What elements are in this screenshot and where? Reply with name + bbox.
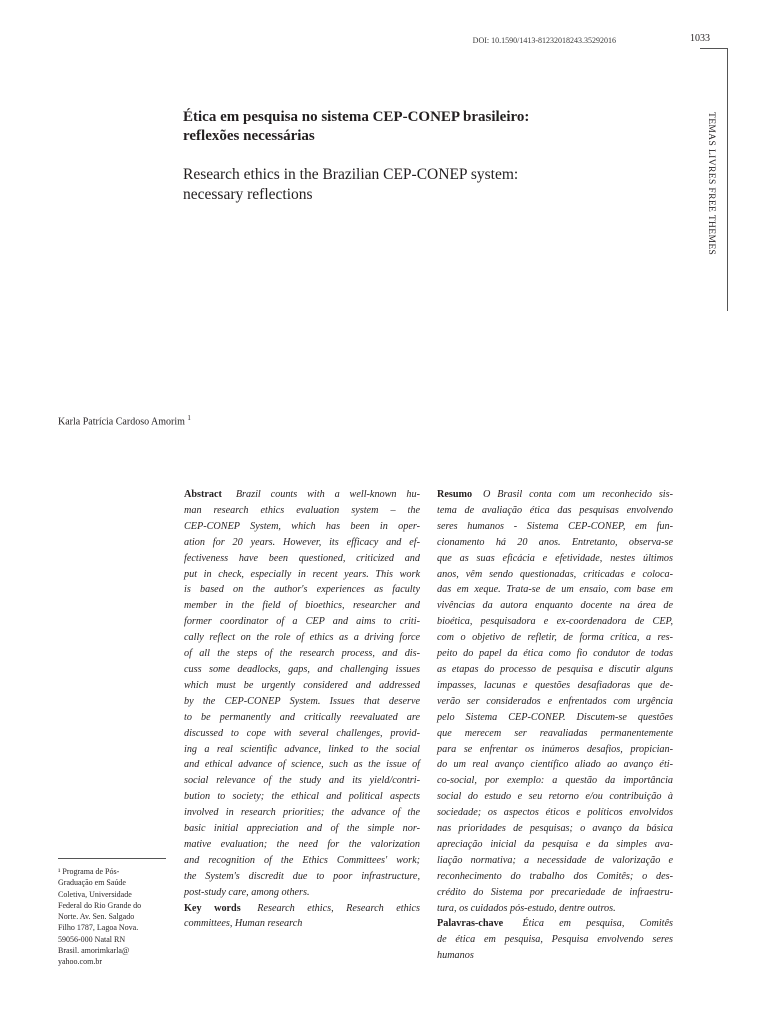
resumo-line: que merecem ser reavaliadas permanentemente — [437, 727, 673, 739]
abstract-line: involved in research priorities; the advance of the — [184, 807, 420, 819]
title-en-line: necessary reflections — [183, 186, 313, 203]
title-english — [183, 165, 603, 205]
resumo-keywords-line: de ética em pesquisa, Pesquisa envolvendo seres — [437, 934, 673, 946]
page-number: 1033 — [690, 33, 710, 44]
resumo-line: Resumo O Brasil conta com um reconhecido sis- — [437, 489, 673, 500]
abstract-line: of all the steps of the research process, and dis- — [184, 648, 420, 660]
resumo-line: pelo Sistema CEP-CONEP. Discutem-se questões — [437, 711, 673, 723]
abstract-line: mative evaluation; the need for the valorization — [184, 838, 420, 850]
resumo-line: tema de avaliação ética das pesquisas envolvendo — [437, 504, 673, 516]
doi: DOI: 10.1590/1413-81232018243.35292016 — [472, 36, 616, 45]
footnote-line: yahoo.com.br — [58, 957, 102, 967]
resumo-line: liação normativa; a necessidade de valorização e — [437, 854, 673, 866]
palavras-chave-label: Palavras-chave — [437, 918, 504, 930]
resumo-line: com o objetivo de refletir, de forma crítica, a res- — [437, 632, 673, 644]
footnote-line: Graduação em Saúde — [58, 878, 126, 888]
resumo-line: verão ser considerados e enfrentados com urgência — [437, 695, 673, 707]
resumo-line: impasses, lacunas e questões desafiadoras que de- — [437, 679, 673, 691]
resumo-line: apreciação inicial da pesquisa e da simples ava- — [437, 838, 673, 850]
abstract-keywords-line: Key words Research ethics, Research ethics — [184, 902, 420, 914]
abstract-keywords-line: committees, Human research — [184, 918, 303, 930]
abstract-line: cally reflect on the role of ethics as a driving force — [184, 632, 420, 644]
keywords-label: Key words — [184, 902, 241, 914]
resumo-line: nas prioridades de pesquisas; o avanço da básica — [437, 823, 673, 835]
tab-top-rule — [700, 48, 728, 49]
resumo-line: do um real avanço científico aliado ao avanço éti- — [437, 759, 673, 771]
abstract-line: basic initial appreciation and of the simple nor- — [184, 823, 420, 835]
abstract-line: by the CEP-CONEP System. Issues that deserve — [184, 695, 420, 707]
abstract-line: and recognition of the Ethics Committees' work; — [184, 854, 420, 866]
resumo-keywords-line: Palavras-chave Ética em pesquisa, Comitês — [437, 918, 673, 930]
resumo-line: tura, os cuidados pós-estudo, dentre outros. — [437, 902, 616, 914]
resumo-line: vivências da autora enquanto docente na área de — [437, 600, 673, 612]
resumo-line: que as suas eficácia e efetividade, nestes últimos — [437, 552, 673, 564]
abstract-line: cuss some deadlocks, gaps, and challenging issues — [184, 663, 420, 675]
resumo-line: para se enfrentar os inúmeros desafios, propician- — [437, 743, 673, 755]
abstract-line: and ethical advance of science, such as the issue of — [184, 759, 420, 771]
abstract-line: discussed to cope with several challenges, provid- — [184, 727, 420, 739]
footnote-line: ¹ Programa de Pós- — [58, 867, 120, 876]
resumo-column — [437, 487, 673, 964]
footnote-line: Federal do Rio Grande do — [58, 900, 142, 910]
resumo-line: seres humanos - Sistema CEP-CONEP, em fun- — [437, 520, 673, 532]
abstract-line: social relevance of the study and its yield/contri- — [184, 775, 420, 787]
resumo-line: as etapas do processo de pesquisa e discutir alguns — [437, 663, 673, 675]
resumo-line: crédito do Sistema por precariedade de infraestru- — [437, 886, 673, 898]
abstract-line: fectiveness have been questioned, criticized and — [184, 552, 420, 564]
abstract-line: ing a real scientific advance, linked to the social — [184, 743, 420, 755]
resumo-line: bioética, pesquisadora e ex-coordenadora de CEP, — [437, 616, 673, 628]
title-pt-line: reflexões necessárias — [183, 128, 315, 144]
resumo-line: cionamento há 20 anos. Entretanto, observa-se — [437, 536, 673, 548]
footnote-line: Coletiva, Universidade — [58, 889, 132, 899]
abstract-line: is based on the author's experiences as faculty — [184, 584, 420, 596]
abstract-line: Abstract Brazil counts with a well-known hu- — [184, 489, 421, 500]
resumo-line: social do estudo e seu retorno e/ou contribuição à — [437, 791, 673, 803]
footnote-line: 59056-000 Natal RN — [58, 934, 126, 944]
author-name: Karla Patrícia Cardoso Amorim — [58, 416, 185, 428]
resumo-line: anos, vêm sendo questionadas, criticadas e coloca- — [437, 568, 673, 580]
author-affiliation-marker: 1 — [187, 414, 191, 422]
abstract-line: CEP-CONEP System, which has been in oper- — [184, 520, 420, 532]
resumo-keywords-line: humanos — [437, 950, 474, 962]
abstract-label: Abstract — [184, 489, 222, 500]
title-portuguese — [183, 108, 603, 146]
abstract-line: put in check, especially in recent years. This work — [184, 568, 420, 580]
footnote-rule — [58, 858, 166, 859]
abstract-line: member in the field of bioethics, researcher and — [184, 600, 420, 612]
title-en-line: Research ethics in the Brazilian CEP-CONEP system: — [183, 166, 519, 183]
abstract-line: the System's discredit due to poor infrastructure, — [184, 870, 420, 882]
abstract-line: bution to society; the ethical and political aspects — [184, 791, 420, 803]
title-pt-line: Ética em pesquisa no sistema CEP-CONEP brasileiro: — [183, 109, 530, 125]
footnote-line: Norte. Av. Sen. Salgado — [58, 912, 135, 922]
resumo-label: Resumo — [437, 489, 473, 500]
abstract-line: ation for 20 years. However, its efficacy and ef- — [184, 536, 420, 548]
section-tab: TEMAS LIVRES FREE THEMES — [706, 112, 716, 256]
resumo-line: sociedade; os aspectos éticos e políticos envolvidos — [437, 807, 673, 819]
tab-side-rule — [727, 48, 728, 311]
resumo-line: reconhecimento do trabalho dos Comitês; o des- — [437, 870, 673, 882]
abstract-line: post-study care, among others. — [184, 886, 310, 898]
abstract-line: to be permanently and critically reevaluated are — [184, 711, 420, 723]
footnote-line: Brasil. amorimkarla@ — [58, 946, 130, 956]
abstract-column — [184, 487, 420, 932]
resumo-line: das em xeque. Trata-se de um ensaio, com base em — [437, 584, 673, 596]
abstract-line: man research ethics evaluation system – the — [184, 504, 420, 516]
resumo-line: co-social, por exemplo: a questão da importância — [437, 775, 673, 787]
author — [58, 414, 191, 427]
resumo-line: peito do papel da ética como fio condutor de todas — [437, 648, 673, 660]
author-footnote — [58, 866, 170, 968]
abstract-line: which must be urgently considered and addressed — [184, 679, 420, 691]
footnote-line: Filho 1787, Lagoa Nova. — [58, 923, 139, 933]
abstract-line: former coordinator of a CEP and aims to criti- — [184, 616, 420, 628]
